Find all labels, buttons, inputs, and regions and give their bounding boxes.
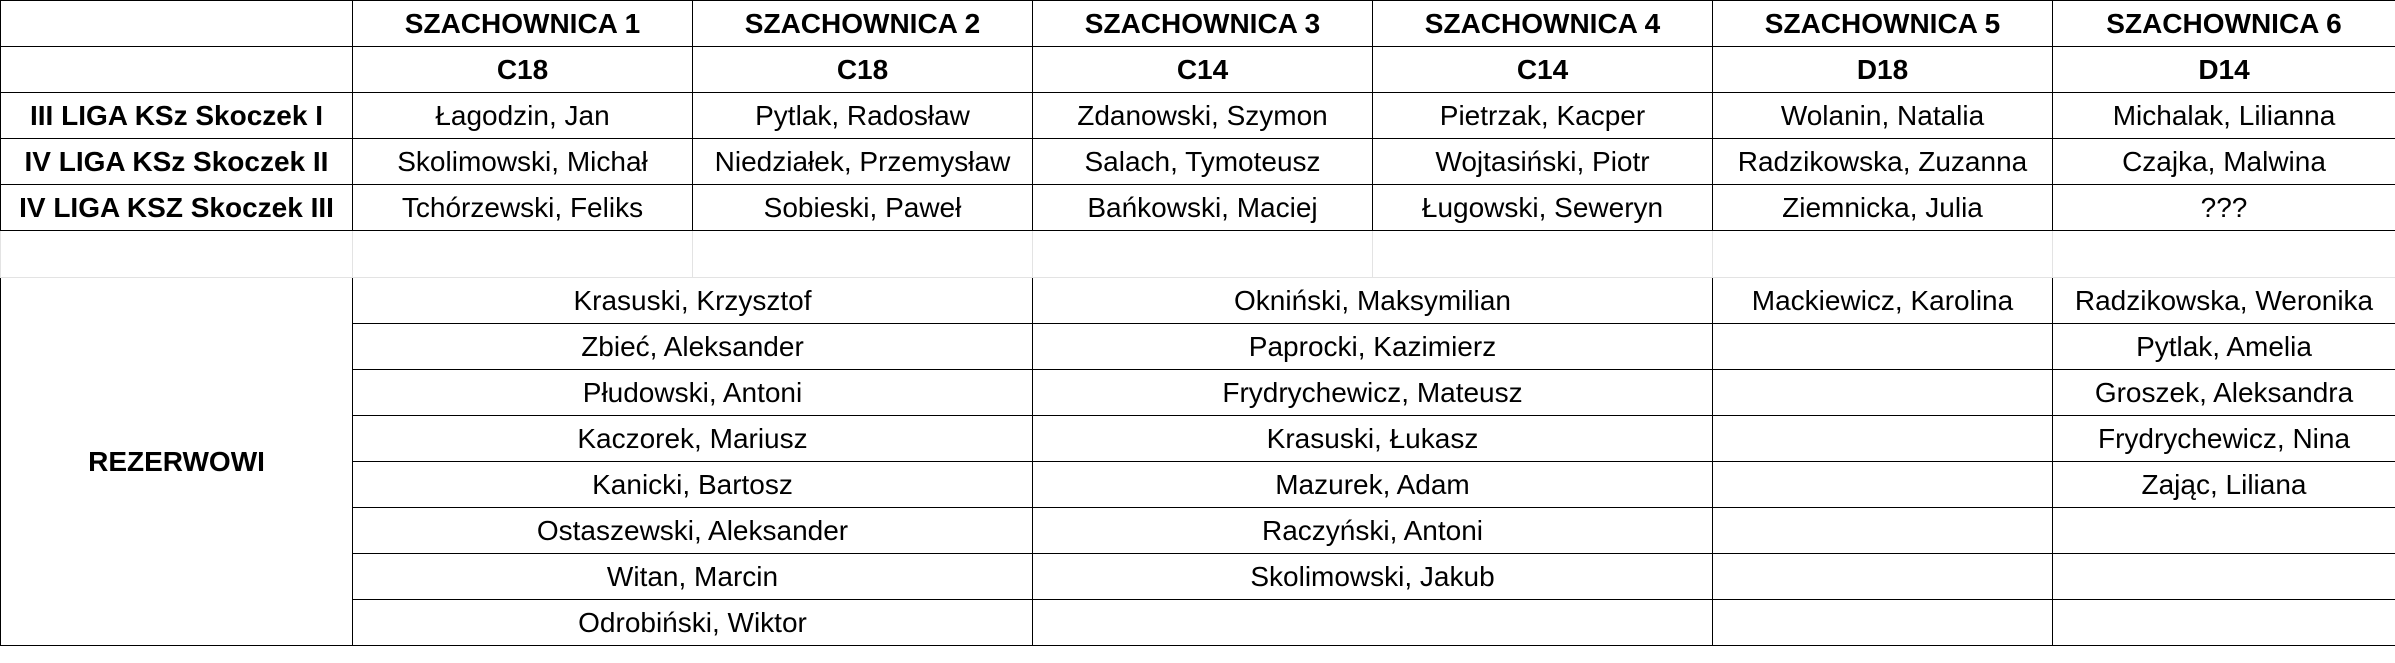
player-cell: Sobieski, Paweł [693,185,1033,231]
reserve-c14-cell [1033,600,1713,646]
reserve-d18-cell [1713,324,2053,370]
board-category: C18 [693,47,1033,93]
reserve-d18-cell [1713,462,2053,508]
reserve-row [1,416,2395,462]
reserve-c18-cell: Zbieć, Aleksander [353,324,1033,370]
reserve-c14-cell: Skolimowski, Jakub [1033,554,1713,600]
reserve-d14-cell [2053,554,2395,600]
reserve-row [1,370,2395,416]
reserve-d18-cell [1713,508,2053,554]
board-title: SZACHOWNICA 6 [2053,1,2395,47]
reserve-row [1,508,2395,554]
empty-cell [1,231,353,278]
reserve-c18-cell: Odrobiński, Wiktor [353,600,1033,646]
empty-cell [2053,231,2395,278]
board-title: SZACHOWNICA 1 [353,1,693,47]
reserve-d14-cell: Radzikowska, Weronika [2053,278,2395,324]
reserve-c18-cell: Ostaszewski, Aleksander [353,508,1033,554]
reserve-row [1,278,2395,324]
board-title: SZACHOWNICA 4 [1373,1,1713,47]
corner-cell [1,1,353,47]
board-title: SZACHOWNICA 5 [1713,1,2053,47]
board-title-row [1,1,2395,47]
reserve-d18-cell: Mackiewicz, Karolina [1713,278,2053,324]
reserve-d14-cell: Frydrychewicz, Nina [2053,416,2395,462]
team-name: III LIGA KSz Skoczek I [1,93,353,139]
player-cell: ??? [2053,185,2395,231]
empty-cell [1373,231,1713,278]
reserve-c18-cell: Płudowski, Antoni [353,370,1033,416]
corner-cell [1,47,353,93]
board-category: D18 [1713,47,2053,93]
reserve-d14-cell [2053,600,2395,646]
spacer-row [1,231,2395,278]
board-category: C14 [1033,47,1373,93]
reserve-c14-cell: Raczyński, Antoni [1033,508,1713,554]
player-cell: Salach, Tymoteusz [1033,139,1373,185]
reserve-c18-cell: Kaczorek, Mariusz [353,416,1033,462]
reserve-c14-cell: Frydrychewicz, Mateusz [1033,370,1713,416]
empty-cell [1033,231,1373,278]
board-title: SZACHOWNICA 2 [693,1,1033,47]
board-category: C18 [353,47,693,93]
reserve-c14-cell: Krasuski, Łukasz [1033,416,1713,462]
reserve-d14-cell: Groszek, Aleksandra [2053,370,2395,416]
player-cell: Niedziałek, Przemysław [693,139,1033,185]
team-row [1,93,2395,139]
player-cell: Wojtasiński, Piotr [1373,139,1713,185]
player-cell: Wolanin, Natalia [1713,93,2053,139]
empty-cell [693,231,1033,278]
reserve-c14-cell: Okniński, Maksymilian [1033,278,1713,324]
reserve-d14-cell: Zając, Liliana [2053,462,2395,508]
player-cell: Łagodzin, Jan [353,93,693,139]
reserve-row [1,324,2395,370]
reserve-d18-cell [1713,600,2053,646]
player-cell: Pietrzak, Kacper [1373,93,1713,139]
reserve-d14-cell: Pytlak, Amelia [2053,324,2395,370]
reserve-c18-cell: Krasuski, Krzysztof [353,278,1033,324]
reserve-row [1,554,2395,600]
reserve-row [1,600,2395,646]
board-category: D14 [2053,47,2395,93]
reserve-c14-cell: Paprocki, Kazimierz [1033,324,1713,370]
category-row [1,47,2395,93]
player-cell: Ługowski, Seweryn [1373,185,1713,231]
reserves-label: REZERWOWI [1,278,353,646]
player-cell: Pytlak, Radosław [693,93,1033,139]
reserve-d18-cell [1713,554,2053,600]
player-cell: Michalak, Lilianna [2053,93,2395,139]
player-cell: Ziemnicka, Julia [1713,185,2053,231]
player-cell: Radzikowska, Zuzanna [1713,139,2053,185]
reserve-d18-cell [1713,370,2053,416]
reserve-c18-cell: Kanicki, Bartosz [353,462,1033,508]
reserve-c18-cell: Witan, Marcin [353,554,1033,600]
reserve-d14-cell [2053,508,2395,554]
reserve-d18-cell [1713,416,2053,462]
reserve-row [1,462,2395,508]
player-cell: Zdanowski, Szymon [1033,93,1373,139]
team-name: IV LIGA KSZ Skoczek III [1,185,353,231]
team-row [1,139,2395,185]
player-cell: Bańkowski, Maciej [1033,185,1373,231]
empty-cell [353,231,693,278]
board-title: SZACHOWNICA 3 [1033,1,1373,47]
team-name: IV LIGA KSz Skoczek II [1,139,353,185]
player-cell: Tchórzewski, Feliks [353,185,693,231]
player-cell: Skolimowski, Michał [353,139,693,185]
reserve-c14-cell: Mazurek, Adam [1033,462,1713,508]
empty-cell [1713,231,2053,278]
team-row [1,185,2395,231]
player-cell: Czajka, Malwina [2053,139,2395,185]
board-category: C14 [1373,47,1713,93]
